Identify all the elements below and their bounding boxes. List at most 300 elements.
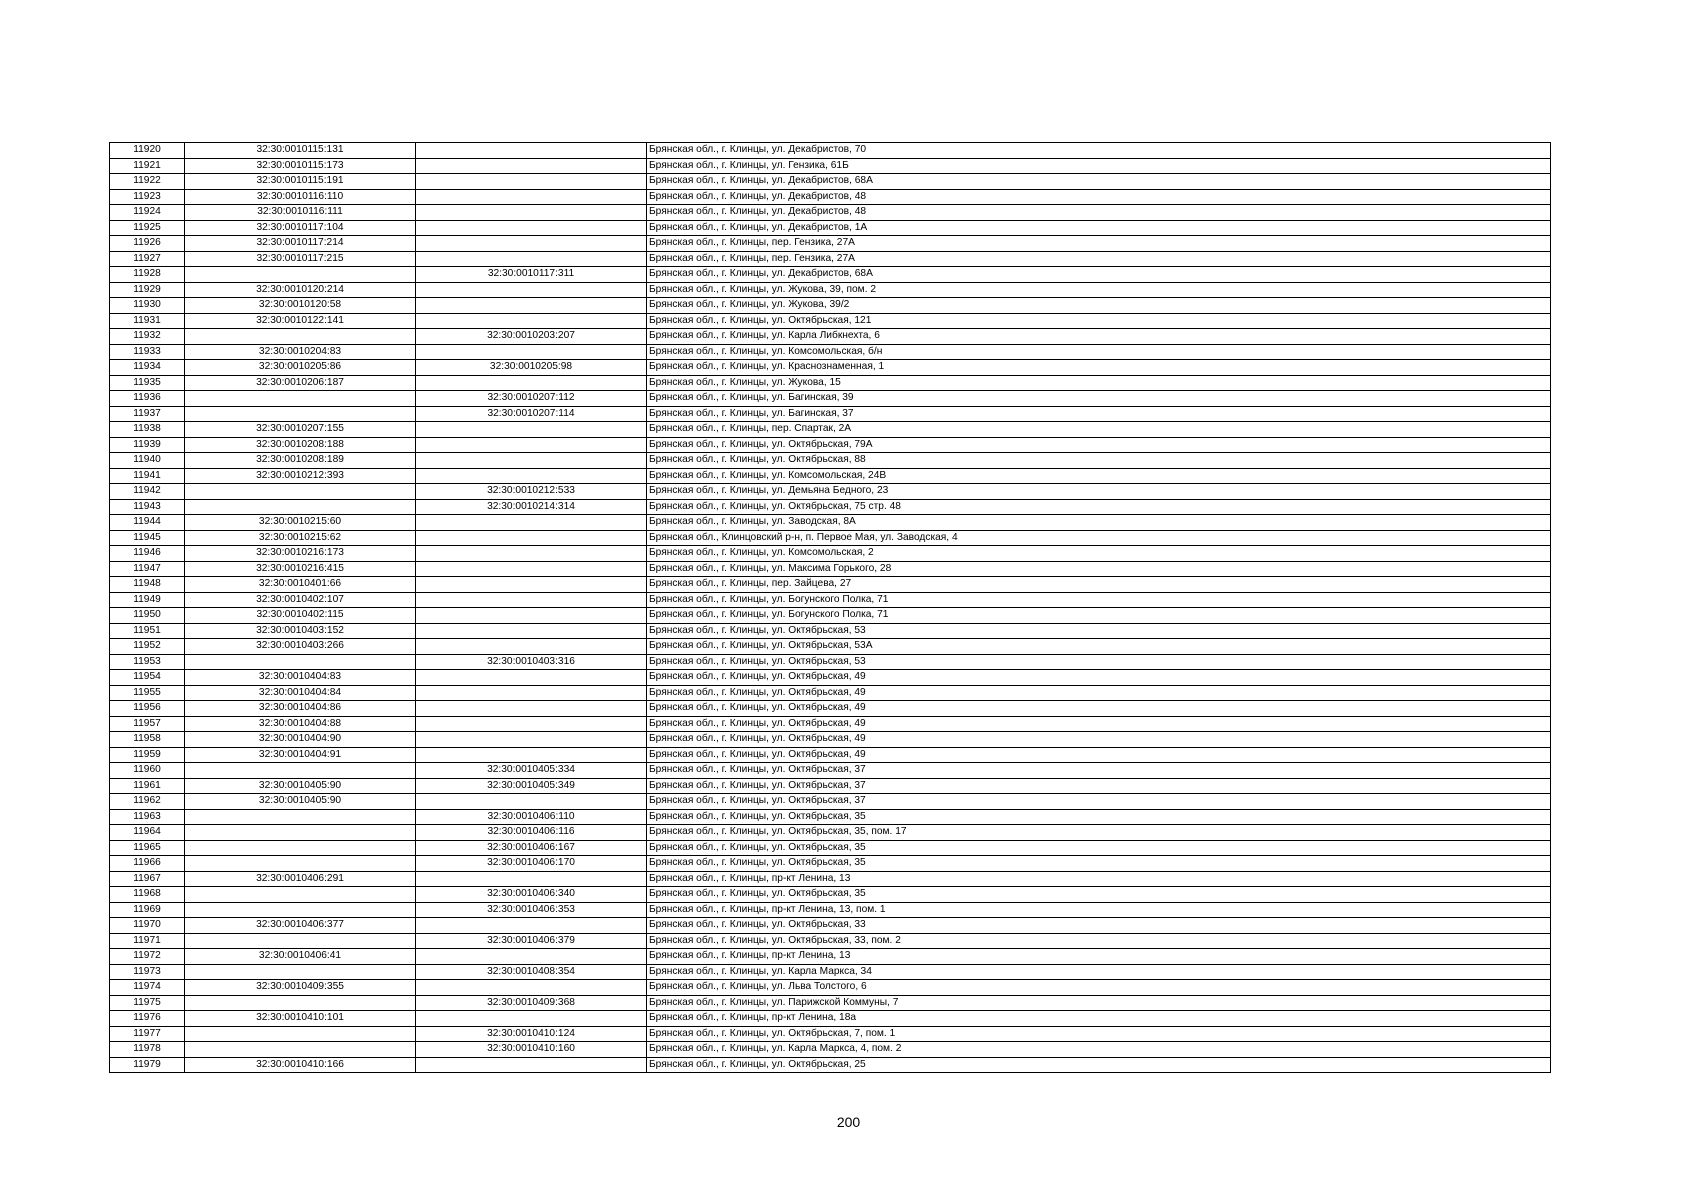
row-number-cell: 11938	[110, 422, 185, 438]
cadastral-number-cell	[185, 267, 416, 283]
table-row	[110, 701, 1551, 717]
address-cell: Брянская обл., г. Клинцы, ул. Комсомольская, 2	[647, 546, 1551, 562]
row-number-cell: 11943	[110, 499, 185, 515]
related-cadastral-number-cell	[416, 530, 647, 546]
related-cadastral-number-cell: 32:30:0010406:340	[416, 887, 647, 903]
table-row	[110, 422, 1551, 438]
table-row	[110, 639, 1551, 655]
row-number-cell: 11962	[110, 794, 185, 810]
row-number-cell: 11948	[110, 577, 185, 593]
address-cell: Брянская обл., г. Клинцы, пер. Гензика, 27А	[647, 251, 1551, 267]
cadastral-number-cell: 32:30:0010116:110	[185, 189, 416, 205]
row-number-cell: 11933	[110, 344, 185, 360]
row-number-cell: 11934	[110, 360, 185, 376]
address-cell: Брянская обл., г. Клинцы, ул. Октябрьская, 33	[647, 918, 1551, 934]
cadastral-number-cell: 32:30:0010122:141	[185, 313, 416, 329]
table-row	[110, 933, 1551, 949]
cadastral-number-cell: 32:30:0010117:215	[185, 251, 416, 267]
address-cell: Брянская обл., г. Клинцы, ул. Октябрьская, 53	[647, 654, 1551, 670]
related-cadastral-number-cell	[416, 174, 647, 190]
table-row	[110, 778, 1551, 794]
table-row	[110, 360, 1551, 376]
row-number-cell: 11972	[110, 949, 185, 965]
related-cadastral-number-cell	[416, 251, 647, 267]
related-cadastral-number-cell	[416, 871, 647, 887]
cadastral-number-cell	[185, 654, 416, 670]
cadastral-number-cell: 32:30:0010410:101	[185, 1011, 416, 1027]
row-number-cell: 11937	[110, 406, 185, 422]
table-row	[110, 902, 1551, 918]
cadastral-number-cell	[185, 406, 416, 422]
address-cell: Брянская обл., г. Клинцы, ул. Октябрьская, 35	[647, 840, 1551, 856]
related-cadastral-number-cell	[416, 282, 647, 298]
table-row	[110, 608, 1551, 624]
related-cadastral-number-cell: 32:30:0010405:349	[416, 778, 647, 794]
row-number-cell: 11925	[110, 220, 185, 236]
row-number-cell: 11973	[110, 964, 185, 980]
table-row	[110, 174, 1551, 190]
address-cell: Брянская обл., г. Клинцы, ул. Карла Маркса, 34	[647, 964, 1551, 980]
cadastral-number-cell: 32:30:0010208:189	[185, 453, 416, 469]
table-row	[110, 577, 1551, 593]
row-number-cell: 11944	[110, 515, 185, 531]
table-row	[110, 267, 1551, 283]
related-cadastral-number-cell	[416, 747, 647, 763]
address-cell: Брянская обл., г. Клинцы, ул. Декабристов, 48	[647, 189, 1551, 205]
row-number-cell: 11927	[110, 251, 185, 267]
table-row	[110, 298, 1551, 314]
related-cadastral-number-cell	[416, 437, 647, 453]
address-cell: Брянская обл., г. Клинцы, ул. Октябрьская, 33, пом. 2	[647, 933, 1551, 949]
table-row	[110, 546, 1551, 562]
related-cadastral-number-cell	[416, 577, 647, 593]
table-row	[110, 964, 1551, 980]
row-number-cell: 11978	[110, 1042, 185, 1058]
related-cadastral-number-cell	[416, 158, 647, 174]
table-row	[110, 437, 1551, 453]
table-row	[110, 282, 1551, 298]
related-cadastral-number-cell	[416, 685, 647, 701]
address-cell: Брянская обл., г. Клинцы, пр-кт Ленина, 18а	[647, 1011, 1551, 1027]
table-row	[110, 189, 1551, 205]
table-row	[110, 561, 1551, 577]
address-cell: Брянская обл., г. Клинцы, ул. Карла Либкнехта, 6	[647, 329, 1551, 345]
address-cell: Брянская обл., г. Клинцы, ул. Жукова, 39, пом. 2	[647, 282, 1551, 298]
cadastral-number-cell: 32:30:0010401:66	[185, 577, 416, 593]
register-body	[110, 143, 1551, 1073]
cadastral-number-cell: 32:30:0010406:41	[185, 949, 416, 965]
address-cell: Брянская обл., г. Клинцы, ул. Октябрьская, 49	[647, 701, 1551, 717]
cadastral-number-cell	[185, 840, 416, 856]
row-number-cell: 11951	[110, 623, 185, 639]
related-cadastral-number-cell	[416, 375, 647, 391]
related-cadastral-number-cell	[416, 1057, 647, 1073]
related-cadastral-number-cell: 32:30:0010406:116	[416, 825, 647, 841]
related-cadastral-number-cell: 32:30:0010405:334	[416, 763, 647, 779]
cadastral-number-cell: 32:30:0010409:355	[185, 980, 416, 996]
related-cadastral-number-cell	[416, 561, 647, 577]
address-cell: Брянская обл., г. Клинцы, ул. Октябрьская, 37	[647, 794, 1551, 810]
related-cadastral-number-cell	[416, 670, 647, 686]
related-cadastral-number-cell: 32:30:0010406:167	[416, 840, 647, 856]
table-row	[110, 887, 1551, 903]
table-row	[110, 499, 1551, 515]
related-cadastral-number-cell	[416, 453, 647, 469]
related-cadastral-number-cell	[416, 515, 647, 531]
table-row	[110, 1042, 1551, 1058]
cadastral-number-cell: 32:30:0010206:187	[185, 375, 416, 391]
cadastral-number-cell: 32:30:0010205:86	[185, 360, 416, 376]
row-number-cell: 11921	[110, 158, 185, 174]
address-cell: Брянская обл., г. Клинцы, ул. Октябрьская, 49	[647, 670, 1551, 686]
row-number-cell: 11941	[110, 468, 185, 484]
cadastral-number-cell: 32:30:0010117:104	[185, 220, 416, 236]
row-number-cell: 11942	[110, 484, 185, 500]
related-cadastral-number-cell	[416, 236, 647, 252]
related-cadastral-number-cell	[416, 313, 647, 329]
row-number-cell: 11964	[110, 825, 185, 841]
related-cadastral-number-cell	[416, 220, 647, 236]
table-row	[110, 468, 1551, 484]
address-cell: Брянская обл., г. Клинцы, ул. Гензика, 61Б	[647, 158, 1551, 174]
related-cadastral-number-cell: 32:30:0010214:314	[416, 499, 647, 515]
related-cadastral-number-cell: 32:30:0010406:353	[416, 902, 647, 918]
cadastral-number-cell: 32:30:0010404:91	[185, 747, 416, 763]
cadastral-number-cell: 32:30:0010208:188	[185, 437, 416, 453]
table-row	[110, 530, 1551, 546]
row-number-cell: 11931	[110, 313, 185, 329]
cadastral-number-cell	[185, 329, 416, 345]
address-cell: Брянская обл., г. Клинцы, ул. Декабристов, 70	[647, 143, 1551, 159]
row-number-cell: 11940	[110, 453, 185, 469]
row-number-cell: 11947	[110, 561, 185, 577]
table-row	[110, 453, 1551, 469]
row-number-cell: 11946	[110, 546, 185, 562]
cadastral-number-cell: 32:30:0010404:84	[185, 685, 416, 701]
cadastral-number-cell: 32:30:0010406:291	[185, 871, 416, 887]
cadastral-number-cell: 32:30:0010115:131	[185, 143, 416, 159]
related-cadastral-number-cell	[416, 546, 647, 562]
address-cell: Брянская обл., г. Клинцы, ул. Демьяна Бедного, 23	[647, 484, 1551, 500]
row-number-cell: 11950	[110, 608, 185, 624]
address-cell: Брянская обл., г. Клинцы, пер. Спартак, 2А	[647, 422, 1551, 438]
row-number-cell: 11939	[110, 437, 185, 453]
address-cell: Брянская обл., г. Клинцы, ул. Жукова, 39/2	[647, 298, 1551, 314]
row-number-cell: 11979	[110, 1057, 185, 1073]
table-row	[110, 220, 1551, 236]
related-cadastral-number-cell	[416, 468, 647, 484]
row-number-cell: 11958	[110, 732, 185, 748]
related-cadastral-number-cell	[416, 716, 647, 732]
address-cell: Брянская обл., г. Клинцы, ул. Октябрьская, 49	[647, 685, 1551, 701]
row-number-cell: 11955	[110, 685, 185, 701]
cadastral-number-cell: 32:30:0010410:166	[185, 1057, 416, 1073]
table-row	[110, 949, 1551, 965]
cadastral-number-cell	[185, 964, 416, 980]
cadastral-number-cell: 32:30:0010207:155	[185, 422, 416, 438]
cadastral-number-cell: 32:30:0010403:266	[185, 639, 416, 655]
row-number-cell: 11952	[110, 639, 185, 655]
row-number-cell: 11935	[110, 375, 185, 391]
table-row	[110, 825, 1551, 841]
address-cell: Брянская обл., г. Клинцы, ул. Октябрьская, 53	[647, 623, 1551, 639]
related-cadastral-number-cell	[416, 143, 647, 159]
row-number-cell: 11975	[110, 995, 185, 1011]
address-cell: Брянская обл., г. Клинцы, ул. Максима Горького, 28	[647, 561, 1551, 577]
row-number-cell: 11924	[110, 205, 185, 221]
address-cell: Брянская обл., г. Клинцы, ул. Декабристов, 1А	[647, 220, 1551, 236]
row-number-cell: 11957	[110, 716, 185, 732]
row-number-cell: 11963	[110, 809, 185, 825]
row-number-cell: 11956	[110, 701, 185, 717]
related-cadastral-number-cell: 32:30:0010406:379	[416, 933, 647, 949]
table-row	[110, 484, 1551, 500]
address-cell: Брянская обл., г. Клинцы, ул. Декабристов, 48	[647, 205, 1551, 221]
cadastral-number-cell	[185, 933, 416, 949]
row-number-cell: 11954	[110, 670, 185, 686]
cadastral-number-cell: 32:30:0010405:90	[185, 778, 416, 794]
cadastral-number-cell: 32:30:0010215:62	[185, 530, 416, 546]
address-cell: Брянская обл., г. Клинцы, ул. Октябрьская, 49	[647, 747, 1551, 763]
table-row	[110, 313, 1551, 329]
address-cell: Брянская обл., г. Клинцы, пер. Гензика, 27А	[647, 236, 1551, 252]
table-row	[110, 1057, 1551, 1073]
cadastral-number-cell	[185, 887, 416, 903]
row-number-cell: 11953	[110, 654, 185, 670]
address-cell: Брянская обл., г. Клинцы, ул. Октябрьская, 35	[647, 809, 1551, 825]
related-cadastral-number-cell	[416, 608, 647, 624]
cadastral-number-cell: 32:30:0010215:60	[185, 515, 416, 531]
related-cadastral-number-cell	[416, 732, 647, 748]
address-cell: Брянская обл., г. Клинцы, ул. Октябрьская, 121	[647, 313, 1551, 329]
cadastral-number-cell: 32:30:0010402:115	[185, 608, 416, 624]
row-number-cell: 11949	[110, 592, 185, 608]
table-row	[110, 251, 1551, 267]
address-cell: Брянская обл., г. Клинцы, ул. Октябрьская, 53А	[647, 639, 1551, 655]
related-cadastral-number-cell	[416, 205, 647, 221]
table-row	[110, 732, 1551, 748]
address-cell: Брянская обл., Клинцовский р-н, п. Первое Мая, ул. Заводская, 4	[647, 530, 1551, 546]
row-number-cell: 11932	[110, 329, 185, 345]
cadastral-number-cell: 32:30:0010115:191	[185, 174, 416, 190]
table-row	[110, 592, 1551, 608]
cadastral-number-cell	[185, 809, 416, 825]
cadastral-number-cell: 32:30:0010216:415	[185, 561, 416, 577]
table-row	[110, 809, 1551, 825]
address-cell: Брянская обл., г. Клинцы, ул. Октябрьская, 37	[647, 763, 1551, 779]
cadastral-number-cell	[185, 902, 416, 918]
cadastral-number-cell	[185, 825, 416, 841]
cadastral-number-cell	[185, 1026, 416, 1042]
row-number-cell: 11976	[110, 1011, 185, 1027]
row-number-cell: 11967	[110, 871, 185, 887]
related-cadastral-number-cell: 32:30:0010406:170	[416, 856, 647, 872]
address-cell: Брянская обл., г. Клинцы, ул. Комсомольская, 24В	[647, 468, 1551, 484]
address-cell: Брянская обл., г. Клинцы, ул. Льва Толстого, 6	[647, 980, 1551, 996]
related-cadastral-number-cell	[416, 298, 647, 314]
address-cell: Брянская обл., г. Клинцы, ул. Октябрьская, 7, пом. 1	[647, 1026, 1551, 1042]
address-cell: Брянская обл., г. Клинцы, ул. Октябрьская, 35	[647, 887, 1551, 903]
related-cadastral-number-cell: 32:30:0010207:112	[416, 391, 647, 407]
address-cell: Брянская обл., г. Клинцы, ул. Жукова, 15	[647, 375, 1551, 391]
address-cell: Брянская обл., г. Клинцы, ул. Октябрьская, 75 стр. 48	[647, 499, 1551, 515]
row-number-cell: 11926	[110, 236, 185, 252]
table-row	[110, 856, 1551, 872]
cadastral-number-cell: 32:30:0010212:393	[185, 468, 416, 484]
table-row	[110, 329, 1551, 345]
related-cadastral-number-cell: 32:30:0010403:316	[416, 654, 647, 670]
row-number-cell: 11929	[110, 282, 185, 298]
cadastral-number-cell: 32:30:0010120:214	[185, 282, 416, 298]
table-row	[110, 375, 1551, 391]
cadastral-number-cell: 32:30:0010116:111	[185, 205, 416, 221]
cadastral-number-cell: 32:30:0010204:83	[185, 344, 416, 360]
related-cadastral-number-cell: 32:30:0010406:110	[416, 809, 647, 825]
table-row	[110, 995, 1551, 1011]
row-number-cell: 11945	[110, 530, 185, 546]
related-cadastral-number-cell	[416, 918, 647, 934]
table-row	[110, 763, 1551, 779]
related-cadastral-number-cell: 32:30:0010408:354	[416, 964, 647, 980]
address-cell: Брянская обл., г. Клинцы, ул. Октябрьская, 35, пом. 17	[647, 825, 1551, 841]
cadastral-number-cell: 32:30:0010402:107	[185, 592, 416, 608]
table-row	[110, 685, 1551, 701]
table-row	[110, 406, 1551, 422]
address-cell: Брянская обл., г. Клинцы, ул. Богунского Полка, 71	[647, 608, 1551, 624]
row-number-cell: 11920	[110, 143, 185, 159]
address-cell: Брянская обл., г. Клинцы, ул. Октябрьская, 88	[647, 453, 1551, 469]
cadastral-number-cell: 32:30:0010405:90	[185, 794, 416, 810]
row-number-cell: 11959	[110, 747, 185, 763]
address-cell: Брянская обл., г. Клинцы, ул. Октябрьская, 79А	[647, 437, 1551, 453]
address-cell: Брянская обл., г. Клинцы, ул. Карла Маркса, 4, пом. 2	[647, 1042, 1551, 1058]
address-cell: Брянская обл., г. Клинцы, ул. Парижской Коммуны, 7	[647, 995, 1551, 1011]
row-number-cell: 11961	[110, 778, 185, 794]
row-number-cell: 11930	[110, 298, 185, 314]
page-number: 200	[836, 1114, 861, 1130]
register-table	[109, 142, 1551, 1073]
cadastral-number-cell: 32:30:0010404:90	[185, 732, 416, 748]
related-cadastral-number-cell	[416, 1011, 647, 1027]
table-row	[110, 158, 1551, 174]
table-row	[110, 980, 1551, 996]
related-cadastral-number-cell: 32:30:0010207:114	[416, 406, 647, 422]
row-number-cell: 11965	[110, 840, 185, 856]
address-cell: Брянская обл., г. Клинцы, пр-кт Ленина, 13, пом. 1	[647, 902, 1551, 918]
row-number-cell: 11969	[110, 902, 185, 918]
cadastral-number-cell: 32:30:0010404:86	[185, 701, 416, 717]
table-row	[110, 670, 1551, 686]
related-cadastral-number-cell: 32:30:0010212:533	[416, 484, 647, 500]
table-row	[110, 747, 1551, 763]
row-number-cell: 11922	[110, 174, 185, 190]
related-cadastral-number-cell	[416, 592, 647, 608]
row-number-cell: 11971	[110, 933, 185, 949]
related-cadastral-number-cell	[416, 949, 647, 965]
row-number-cell: 11928	[110, 267, 185, 283]
cadastral-number-cell	[185, 499, 416, 515]
address-cell: Брянская обл., г. Клинцы, ул. Заводская, 8А	[647, 515, 1551, 531]
related-cadastral-number-cell: 32:30:0010117:311	[416, 267, 647, 283]
row-number-cell: 11923	[110, 189, 185, 205]
cadastral-number-cell	[185, 856, 416, 872]
table-row	[110, 344, 1551, 360]
related-cadastral-number-cell: 32:30:0010410:124	[416, 1026, 647, 1042]
address-cell: Брянская обл., г. Клинцы, ул. Краснознаменная, 1	[647, 360, 1551, 376]
address-cell: Брянская обл., г. Клинцы, пр-кт Ленина, 13	[647, 871, 1551, 887]
cadastral-number-cell	[185, 995, 416, 1011]
cadastral-number-cell: 32:30:0010404:83	[185, 670, 416, 686]
related-cadastral-number-cell	[416, 639, 647, 655]
row-number-cell: 11977	[110, 1026, 185, 1042]
address-cell: Брянская обл., г. Клинцы, ул. Богунского Полка, 71	[647, 592, 1551, 608]
address-cell: Брянская обл., г. Клинцы, пр-кт Ленина, 13	[647, 949, 1551, 965]
address-cell: Брянская обл., г. Клинцы, ул. Октябрьская, 25	[647, 1057, 1551, 1073]
row-number-cell: 11970	[110, 918, 185, 934]
address-cell: Брянская обл., г. Клинцы, ул. Октябрьская, 37	[647, 778, 1551, 794]
related-cadastral-number-cell: 32:30:0010410:160	[416, 1042, 647, 1058]
related-cadastral-number-cell	[416, 189, 647, 205]
address-cell: Брянская обл., г. Клинцы, ул. Багинская, 37	[647, 406, 1551, 422]
table-row	[110, 143, 1551, 159]
cadastral-number-cell	[185, 1042, 416, 1058]
address-cell: Брянская обл., г. Клинцы, ул. Комсомольская, б/н	[647, 344, 1551, 360]
row-number-cell: 11960	[110, 763, 185, 779]
related-cadastral-number-cell	[416, 344, 647, 360]
related-cadastral-number-cell	[416, 623, 647, 639]
table-row	[110, 515, 1551, 531]
table-row	[110, 918, 1551, 934]
table-row	[110, 623, 1551, 639]
table-row	[110, 654, 1551, 670]
table-row	[110, 840, 1551, 856]
row-number-cell: 11936	[110, 391, 185, 407]
address-cell: Брянская обл., г. Клинцы, пер. Зайцева, 27	[647, 577, 1551, 593]
table-row	[110, 871, 1551, 887]
cadastral-number-cell	[185, 484, 416, 500]
cadastral-number-cell: 32:30:0010216:173	[185, 546, 416, 562]
cadastral-number-cell: 32:30:0010117:214	[185, 236, 416, 252]
cadastral-number-cell: 32:30:0010115:173	[185, 158, 416, 174]
address-cell: Брянская обл., г. Клинцы, ул. Октябрьская, 49	[647, 732, 1551, 748]
address-cell: Брянская обл., г. Клинцы, ул. Багинская, 39	[647, 391, 1551, 407]
address-cell: Брянская обл., г. Клинцы, ул. Октябрьская, 49	[647, 716, 1551, 732]
cadastral-number-cell	[185, 391, 416, 407]
table-row	[110, 1011, 1551, 1027]
related-cadastral-number-cell: 32:30:0010203:207	[416, 329, 647, 345]
table-row	[110, 205, 1551, 221]
row-number-cell: 11968	[110, 887, 185, 903]
row-number-cell: 11974	[110, 980, 185, 996]
table-row	[110, 1026, 1551, 1042]
table-row	[110, 794, 1551, 810]
cadastral-number-cell	[185, 763, 416, 779]
related-cadastral-number-cell: 32:30:0010409:368	[416, 995, 647, 1011]
row-number-cell: 11966	[110, 856, 185, 872]
related-cadastral-number-cell	[416, 794, 647, 810]
address-cell: Брянская обл., г. Клинцы, ул. Декабристов, 68А	[647, 174, 1551, 190]
related-cadastral-number-cell	[416, 701, 647, 717]
address-cell: Брянская обл., г. Клинцы, ул. Октябрьская, 35	[647, 856, 1551, 872]
cadastral-number-cell: 32:30:0010120:58	[185, 298, 416, 314]
table-row	[110, 236, 1551, 252]
table-row	[110, 391, 1551, 407]
cadastral-number-cell: 32:30:0010404:88	[185, 716, 416, 732]
related-cadastral-number-cell	[416, 980, 647, 996]
cadastral-number-cell: 32:30:0010406:377	[185, 918, 416, 934]
address-cell: Брянская обл., г. Клинцы, ул. Декабристов, 68А	[647, 267, 1551, 283]
cadastral-number-cell: 32:30:0010403:152	[185, 623, 416, 639]
